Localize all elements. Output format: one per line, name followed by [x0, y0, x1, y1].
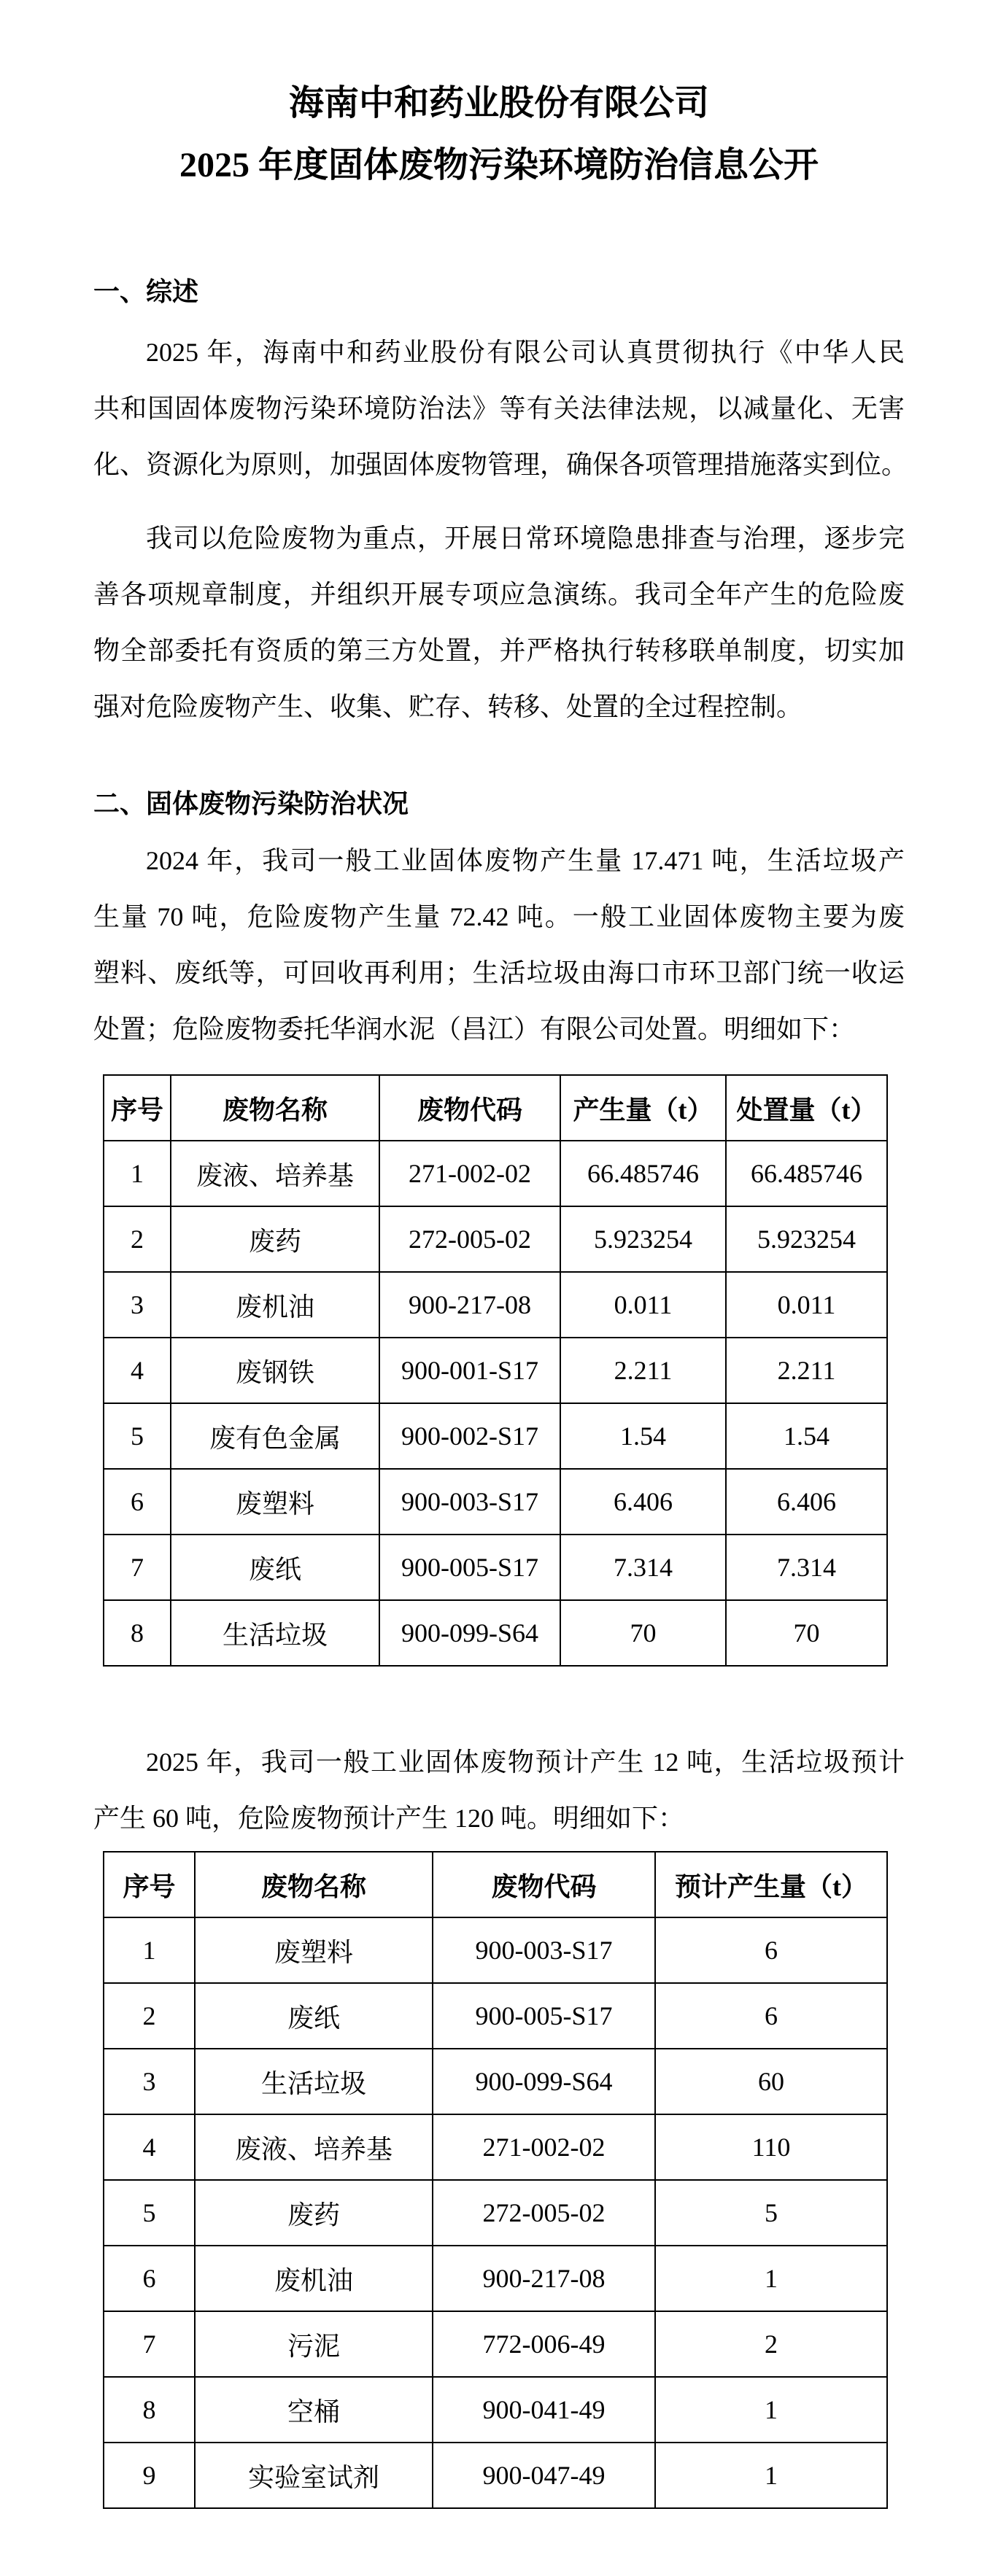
table-row: [104, 1403, 887, 1469]
table-cell: 5: [104, 2180, 195, 2246]
text-line: 处置；危险废物委托华润水泥（昌江）有限公司处置。明细如下：: [93, 1015, 856, 1044]
table-cell: 6.406: [726, 1469, 887, 1535]
table-cell: 900-047-49: [433, 2443, 655, 2508]
table-row: [104, 1600, 887, 1666]
table-cell: 66.485746: [726, 1141, 887, 1206]
table-cell: 废液、培养基: [171, 1141, 379, 1206]
table-cell: 废药: [171, 1206, 379, 1272]
table-cell: 废塑料: [171, 1469, 379, 1535]
table-cell: 1.54: [560, 1403, 726, 1469]
table-cell: 5.923254: [560, 1206, 726, 1272]
table-cell: 1: [655, 2246, 887, 2311]
table-cell: 5: [655, 2180, 887, 2246]
table-cell: 1: [655, 2377, 887, 2443]
table-cell: 70: [726, 1600, 887, 1666]
table-cell: 废纸: [195, 1983, 433, 2049]
waste-table-2024: [103, 1074, 888, 1667]
table-cell: 900-099-S64: [433, 2049, 655, 2114]
table-cell: 8: [104, 2377, 195, 2443]
table-row: [104, 2246, 887, 2311]
table-cell: 4: [104, 2114, 195, 2180]
table-cell: 900-217-08: [379, 1272, 560, 1338]
paragraph-overview-1: [93, 325, 908, 493]
table-cell: 7: [104, 1535, 171, 1600]
table-cell: 7.314: [560, 1535, 726, 1600]
text-line: 物全部委托有资质的第三方处置，并严格执行转移联单制度，切实加: [93, 636, 905, 665]
table-cell: 272-005-02: [379, 1206, 560, 1272]
table-cell: 900-099-S64: [379, 1600, 560, 1666]
table-cell: 1: [655, 2443, 887, 2508]
table-row: [104, 2443, 887, 2508]
table-cell: 6: [655, 1917, 887, 1983]
column-header: 废物代码: [433, 1852, 655, 1917]
table-cell: 1.54: [726, 1403, 887, 1469]
table-cell: 实验室试剂: [195, 2443, 433, 2508]
document-title-line2: 2025 年度固体废物污染环境防治信息公开: [179, 146, 819, 185]
table-cell: 110: [655, 2114, 887, 2180]
document-title-line1: 海南中和药业股份有限公司: [288, 84, 709, 123]
table-cell: 900-005-S17: [433, 1983, 655, 2049]
table-cell: 900-002-S17: [379, 1403, 560, 1469]
table-cell: 1: [104, 1917, 195, 1983]
table-cell: 2.211: [560, 1338, 726, 1403]
text-line: 化、资源化为原则，加强固体废物管理，确保各项管理措施落实到位。: [93, 450, 908, 479]
table-cell: 废药: [195, 2180, 433, 2246]
table-cell: 7.314: [726, 1535, 887, 1600]
table-cell: 900-217-08: [433, 2246, 655, 2311]
text-line: 善各项规章制度，并组织开展专项应急演练。我司全年产生的危险废: [93, 580, 905, 609]
table-cell: 废钢铁: [171, 1338, 379, 1403]
table-cell: 5.923254: [726, 1206, 887, 1272]
table-cell: 废有色金属: [171, 1403, 379, 1469]
column-header: 预计产生量（t）: [655, 1852, 887, 1917]
table-cell: 66.485746: [560, 1141, 726, 1206]
column-header: 废物代码: [379, 1075, 560, 1141]
table-cell: 污泥: [195, 2311, 433, 2377]
table-cell: 空桶: [195, 2377, 433, 2443]
table-cell: 8: [104, 1600, 171, 1666]
paragraph-status-2025: [93, 1734, 905, 1847]
table-cell: 2: [655, 2311, 887, 2377]
paragraph-status-2024: [93, 833, 905, 1058]
table-cell: 2: [104, 1206, 171, 1272]
table-cell: 生活垃圾: [195, 2049, 433, 2114]
table-cell: 废塑料: [195, 1917, 433, 1983]
table-cell: 废机油: [195, 2246, 433, 2311]
text-line: 2025 年，海南中和药业股份有限公司认真贯彻执行《中华人民: [146, 338, 905, 367]
table-row: [104, 1338, 887, 1403]
section-heading-overview: 一、综述: [93, 277, 199, 306]
table-cell: 900-001-S17: [379, 1338, 560, 1403]
table-cell: 9: [104, 2443, 195, 2508]
text-line: 强对危险废物产生、收集、贮存、转移、处置的全过程控制。: [93, 692, 803, 721]
table-row: [104, 1272, 887, 1338]
table-cell: 3: [104, 2049, 195, 2114]
table-row: [104, 2180, 887, 2246]
table-row: [104, 1983, 887, 2049]
table-cell: 6: [104, 1469, 171, 1535]
table-cell: 900-005-S17: [379, 1535, 560, 1600]
table-cell: 0.011: [726, 1272, 887, 1338]
table-cell: 7: [104, 2311, 195, 2377]
table-cell: 271-002-02: [433, 2114, 655, 2180]
column-header: 序号: [104, 1075, 171, 1141]
section-heading-status: 二、固体废物污染防治状况: [93, 789, 409, 818]
table-row: [104, 1206, 887, 1272]
table-row: [104, 1535, 887, 1600]
table-cell: 2: [104, 1983, 195, 2049]
table-cell: 1: [104, 1141, 171, 1206]
text-line: 生量 70 吨，危险废物产生量 72.42 吨。一般工业固体废物主要为废: [93, 902, 905, 931]
column-header: 序号: [104, 1852, 195, 1917]
table-cell: 6.406: [560, 1469, 726, 1535]
table-cell: 900-003-S17: [433, 1917, 655, 1983]
table-cell: 772-006-49: [433, 2311, 655, 2377]
column-header: 处置量（t）: [726, 1075, 887, 1141]
text-line: 2025 年，我司一般工业固体废物预计产生 12 吨，生活垃圾预计: [146, 1747, 905, 1777]
table-row: [104, 2311, 887, 2377]
text-line: 塑料、废纸等，可回收再利用；生活垃圾由海口市环卫部门统一收运: [93, 958, 905, 988]
table-row: [104, 1141, 887, 1206]
paragraph-overview-2: [93, 511, 905, 735]
text-line: 2024 年，我司一般工业固体废物产生量 17.471 吨，生活垃圾产: [146, 846, 905, 875]
table-cell: 272-005-02: [433, 2180, 655, 2246]
table-cell: 废纸: [171, 1535, 379, 1600]
column-header: 产生量（t）: [560, 1075, 726, 1141]
column-header: 废物名称: [195, 1852, 433, 1917]
table-cell: 5: [104, 1403, 171, 1469]
table-cell: 70: [560, 1600, 726, 1666]
table-cell: 6: [104, 2246, 195, 2311]
table-cell: 4: [104, 1338, 171, 1403]
table-row: [104, 1469, 887, 1535]
table-cell: 废机油: [171, 1272, 379, 1338]
table-row: [104, 2114, 887, 2180]
table-cell: 3: [104, 1272, 171, 1338]
table-row: [104, 2377, 887, 2443]
table-header-row: [104, 1075, 887, 1141]
table-cell: 60: [655, 2049, 887, 2114]
table-cell: 271-002-02: [379, 1141, 560, 1206]
table-cell: 废液、培养基: [195, 2114, 433, 2180]
table-row: [104, 2049, 887, 2114]
table-cell: 2.211: [726, 1338, 887, 1403]
table-cell: 900-041-49: [433, 2377, 655, 2443]
table-cell: 生活垃圾: [171, 1600, 379, 1666]
table-cell: 0.011: [560, 1272, 726, 1338]
text-line: 共和国固体废物污染环境防治法》等有关法律法规，以减量化、无害: [93, 394, 905, 423]
table-row: [104, 1917, 887, 1983]
table-cell: 6: [655, 1983, 887, 2049]
table-cell: 900-003-S17: [379, 1469, 560, 1535]
table-header-row: [104, 1852, 887, 1917]
text-line: 产生 60 吨，危险废物预计产生 120 吨。明细如下：: [93, 1804, 685, 1833]
column-header: 废物名称: [171, 1075, 379, 1141]
waste-table-2025: [103, 1851, 888, 2509]
text-line: 我司以危险废物为重点，开展日常环境隐患排查与治理，逐步完: [146, 524, 905, 553]
